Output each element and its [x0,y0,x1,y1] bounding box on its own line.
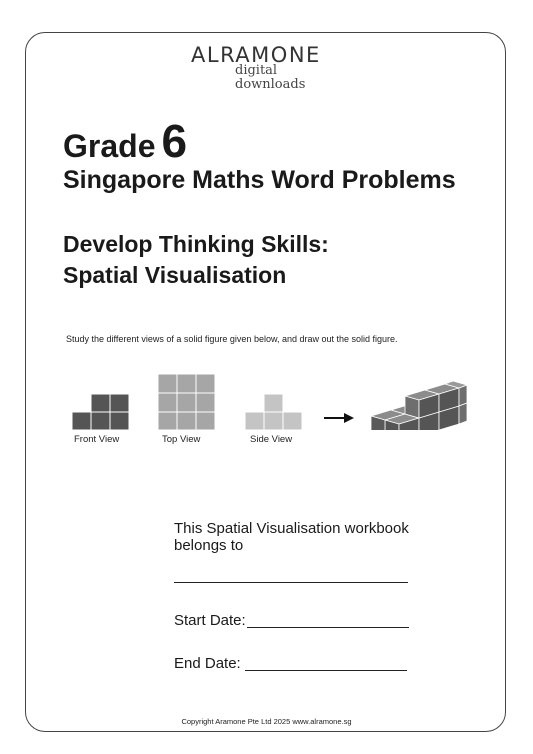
heading-line-2: Spatial Visualisation [63,262,287,288]
book-subtitle: Singapore Maths Word Problems [63,166,456,194]
front-view-label: Front View [74,434,120,445]
owner-label: This Spatial Visualisation workbook belongs to [174,520,409,554]
solid-figure [371,381,467,430]
heading-line-1: Develop Thinking Skills: [63,231,329,257]
side-view-label: Side View [250,434,293,445]
start-date-label: Start Date: [174,612,246,629]
end-date-label: End Date: [174,655,241,672]
end-date-line[interactable] [245,670,407,671]
views-illustration [60,370,480,450]
front-view-figure [72,394,129,430]
arrow-right-icon [324,413,354,423]
owner-name-line[interactable] [174,582,408,583]
top-view-label: Top View [162,434,201,445]
grade-title [63,114,187,168]
brand-tagline: digital downloads [235,63,306,92]
side-view-figure [245,394,302,430]
start-date-line[interactable] [247,627,409,628]
grade-number: 6 [161,115,188,167]
views-svg [60,370,480,430]
copyright-footer: Copyright Aramone Pte Ltd 2025 www.alramone.sg [181,717,352,726]
brand-name: ALRAMONE [191,43,321,67]
section-heading [63,229,329,291]
top-view-figure [158,374,215,430]
grade-word: Grade [63,128,156,164]
instruction-text: Study the different views of a solid figure given below, and draw out the solid figure. [66,334,398,344]
brand-logo [191,44,351,92]
